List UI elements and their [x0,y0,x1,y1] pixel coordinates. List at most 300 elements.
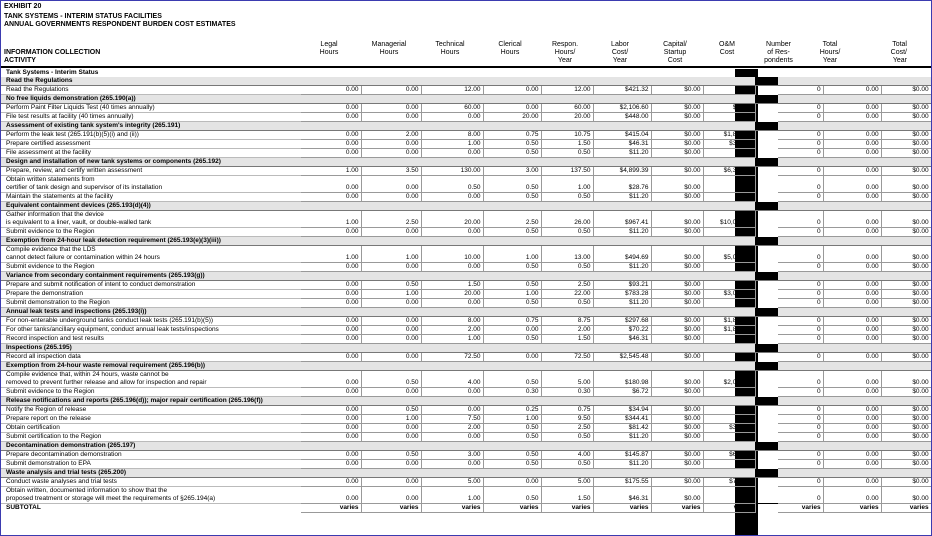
value-cell: $175.55 [593,478,651,487]
value-cell: 0.00 [301,131,361,140]
value-cell: 0.50 [361,379,421,388]
value-cell: 0.00 [361,140,421,149]
table-row [1,317,931,326]
value-cell: $421.32 [593,86,651,95]
value-cell: $344.41 [593,415,651,424]
value-cell: $28.76 [593,184,651,193]
value-cell: $81.42 [593,424,651,433]
section-row [1,122,931,131]
column-header [483,41,537,57]
value-cell: 1.00 [483,254,541,263]
value-cell: 5.00 [541,478,593,487]
value-cell [593,487,651,496]
value-cell: $0.00 [651,451,703,460]
value-cell: 0.00 [361,460,421,469]
section-row [1,397,931,406]
value-cell: 22.00 [541,290,593,299]
value-cell: $0.00 [651,104,703,113]
gap-cell [755,308,778,317]
value-cell: 0.00 [823,424,881,433]
value-cell: 1.00 [483,415,541,424]
value-cell: varies [778,504,823,513]
value-cell: 0.00 [823,379,881,388]
value-cell: 26.00 [541,219,593,228]
table-row [1,326,931,335]
value-cell: 0.00 [361,228,421,237]
value-cell: $0.00 [651,219,703,228]
value-cell: $145.87 [593,451,651,460]
activity-label: proposed treatment or storage will meet the requirements of §265.194(a) [1,495,301,504]
value-cell: $0.00 [651,335,703,344]
value-cell: 0.00 [823,113,881,122]
value-cell: 20.00 [421,290,483,299]
activity-label: cannot detect failure or contamination within 24 hours [1,254,301,263]
value-cell: varies [301,504,361,513]
table-row [1,228,931,237]
section-fill [778,362,931,371]
value-cell: 0 [778,149,823,158]
table-row [1,113,931,122]
value-cell: 0.00 [483,478,541,487]
value-cell [823,371,881,380]
gap-cell [755,122,778,131]
table-row [1,424,931,433]
value-cell [421,176,483,185]
value-cell: 0 [778,406,823,415]
value-cell: 0.00 [361,184,421,193]
section-fill [778,77,931,86]
value-cell: $0.00 [703,113,755,122]
table-row [1,388,931,397]
value-cell: $11.20 [593,228,651,237]
value-cell: 0.00 [301,184,361,193]
value-cell: 0 [778,326,823,335]
value-cell: $0.00 [881,86,931,95]
activity-label: Obtain written, documented information to show that the [6,487,168,494]
value-cell: 3.50 [361,167,421,176]
gap-cell [755,104,778,113]
gap-cell [755,77,778,86]
column-header-line: Year [822,57,838,64]
value-cell: $46.31 [593,335,651,344]
gap-cell [755,211,778,220]
value-cell: 3.00 [483,167,541,176]
gap-cell [755,442,778,451]
value-cell: 0.00 [823,149,881,158]
section-row [1,95,931,104]
activity-label: Annual leak tests and inspections (265.193(i)) [1,308,755,317]
value-cell: 0.50 [541,460,593,469]
value-cell: $0.00 [651,113,703,122]
value-cell: 72.50 [421,353,483,362]
value-cell [651,246,703,255]
value-cell: 0.00 [301,299,361,308]
value-cell: 0 [778,131,823,140]
value-cell: 0.00 [823,263,881,272]
value-cell: 0.00 [421,193,483,202]
value-cell: 0.00 [823,290,881,299]
table-row [1,140,931,149]
value-cell: $4,899.39 [593,167,651,176]
value-cell: $297.68 [593,317,651,326]
section-fill [778,158,931,167]
table-row [1,149,931,158]
value-cell: $3.00 [703,263,755,272]
value-cell [483,211,541,220]
value-cell: $0.00 [651,254,703,263]
column-header-line: Hours [379,49,399,56]
gap-cell [755,424,778,433]
value-cell: $967.41 [593,219,651,228]
value-cell: 0.50 [541,228,593,237]
value-cell: 0.00 [421,406,483,415]
value-cell: 2.50 [541,424,593,433]
value-cell: $0.00 [881,353,931,362]
activity-label: SUBTOTAL [1,504,301,513]
value-cell: 0.00 [301,415,361,424]
activity-label: File test results at facility (40 times annually) [1,113,301,122]
value-cell: 0.00 [823,281,881,290]
value-cell: $0.00 [881,406,931,415]
value-cell: 0.00 [361,353,421,362]
value-cell: $11.20 [593,433,651,442]
section-fill [778,308,931,317]
value-cell: $0.00 [651,131,703,140]
value-cell: 1.00 [421,335,483,344]
activity-label: Equivalent containment devices (265.193(d)(4)) [1,202,755,211]
value-cell: 0.00 [361,86,421,95]
value-cell: 0.25 [483,406,541,415]
value-cell: $3.00 [703,299,755,308]
section-row [1,308,931,317]
value-cell: 0.00 [361,478,421,487]
subtotal-row [1,504,931,513]
value-cell [778,176,823,185]
table-row [1,379,931,388]
value-cell: 1.00 [421,495,483,504]
value-cell [361,371,421,380]
section-fill [778,122,931,131]
activity-label: is equivalent to a liner, vault, or double-walled tank [1,219,301,228]
value-cell: 0.00 [301,379,361,388]
value-cell: $5,000.00 [703,254,755,263]
activity-label: Compile evidence that the LDS [6,246,96,253]
value-cell: $6,300.00 [703,167,755,176]
value-cell: 72.50 [541,353,593,362]
value-cell: $0.00 [651,149,703,158]
column-header-line: Hours [440,49,460,56]
value-cell: 0.00 [301,460,361,469]
column-header-line: Total [892,41,907,48]
value-cell: $494.69 [593,254,651,263]
value-cell: 0.00 [823,254,881,263]
column-header [301,41,357,57]
value-cell: 0.00 [823,299,881,308]
value-cell: 0.30 [541,388,593,397]
value-cell: 0.00 [361,263,421,272]
value-cell: $0.00 [881,460,931,469]
value-cell: varies [651,504,703,513]
value-cell: 1.50 [541,335,593,344]
activity-label: Perform Paint Filter Liquids Test (40 times annually) [1,104,301,113]
value-cell: 0 [778,184,823,193]
value-cell: 0.00 [301,86,361,95]
value-cell: 2.00 [421,424,483,433]
gap-cell [755,344,778,353]
activity-label: Design and installation of new tank systems or components (265.192) [1,158,755,167]
value-cell: 10.00 [421,254,483,263]
gap-cell [755,335,778,344]
gap-cell [755,228,778,237]
value-cell: 2.50 [483,219,541,228]
value-cell: $0.00 [703,353,755,362]
value-cell: 0.50 [541,299,593,308]
value-cell: 0.00 [823,184,881,193]
value-cell: 0.00 [483,353,541,362]
value-cell [541,487,593,496]
value-cell: 1.00 [541,184,593,193]
gap-cell [755,272,778,281]
value-cell: 0.00 [301,228,361,237]
value-cell: 0.50 [483,335,541,344]
value-cell [421,246,483,255]
gap-cell [755,131,778,140]
value-cell: 0.00 [823,353,881,362]
value-cell: 8.75 [541,317,593,326]
activity-label: Prepare, review, and certify written assessment [1,167,301,176]
value-cell: 0.00 [483,326,541,335]
value-cell: 0.00 [301,424,361,433]
value-cell: 0 [778,433,823,442]
value-cell: 0.50 [483,140,541,149]
value-cell: 0.50 [483,149,541,158]
value-cell: $0.00 [703,149,755,158]
table-row [1,254,931,263]
value-cell: 60.00 [541,104,593,113]
value-cell: 137.50 [541,167,593,176]
value-cell: 0 [778,86,823,95]
column-header [703,41,751,57]
value-cell: 130.00 [421,167,483,176]
value-cell [778,246,823,255]
value-cell: 0.50 [483,193,541,202]
value-cell: $0.00 [651,379,703,388]
value-cell: $2,000.00 [703,379,755,388]
value-cell: $70.22 [593,326,651,335]
value-cell: 0 [778,290,823,299]
gap-cell [755,149,778,158]
value-cell: $3.00 [703,460,755,469]
value-cell: 12.00 [541,86,593,95]
table-row [1,290,931,299]
column-header [651,41,699,65]
value-cell: 0.50 [421,184,483,193]
value-cell: 0.00 [421,433,483,442]
value-cell: 0.00 [301,406,361,415]
activity-label: Conduct waste analyses and trial tests [1,478,301,487]
value-cell: 0.00 [361,317,421,326]
value-cell: $0.00 [651,228,703,237]
value-cell: 0.00 [823,86,881,95]
value-cell: 0.00 [301,451,361,460]
activity-label: Submit evidence to the Region [1,228,301,237]
value-cell: $0.00 [651,415,703,424]
value-cell: varies [541,504,593,513]
value-cell [541,371,593,380]
column-header [758,41,799,65]
value-cell: 1.00 [361,254,421,263]
gap-cell [755,478,778,487]
value-cell: 0.00 [301,140,361,149]
gap-cell [755,69,778,77]
section-fill [778,202,931,211]
activity-label: Submit evidence to the Region [1,388,301,397]
gap-cell [755,202,778,211]
value-cell: 9.50 [541,415,593,424]
value-cell: 0.50 [541,263,593,272]
value-cell: 0.50 [483,184,541,193]
table-row [1,281,931,290]
gap-cell [755,388,778,397]
value-cell: $750.00 [703,478,755,487]
activity-label: Obtain written statements from [6,176,95,183]
value-cell [881,371,931,380]
value-cell: 3.00 [421,451,483,460]
value-cell: $0.00 [651,326,703,335]
value-cell: 0.00 [823,228,881,237]
value-cell: 1.50 [421,281,483,290]
value-cell: $0.00 [881,140,931,149]
value-cell: 0.00 [301,353,361,362]
value-cell: varies [483,504,541,513]
value-cell: $0.00 [881,495,931,504]
value-cell: 0.00 [361,388,421,397]
value-cell: $0.00 [651,299,703,308]
value-cell: 0.00 [421,263,483,272]
value-cell: 0 [778,113,823,122]
value-cell [483,246,541,255]
value-cell: varies [593,504,651,513]
value-cell: 0.00 [823,478,881,487]
value-cell [361,487,421,496]
gap-cell [755,246,778,255]
value-cell: 0.00 [301,388,361,397]
activity-label: For non-enterable underground tanks conduct leak tests (265.191(b)(5)) [1,317,301,326]
value-cell: 0.50 [541,193,593,202]
value-cell: $0.00 [651,406,703,415]
activity-label: Release notifications and reports (265.196(d)); major repair certification (265.196(f)) [1,397,755,406]
activity-label: Obtain certification [1,424,301,433]
value-cell [703,487,755,496]
value-cell: 0.00 [301,326,361,335]
gap-cell [755,176,778,185]
value-cell: $11.20 [593,299,651,308]
section-row [1,202,931,211]
burden-table [1,69,932,513]
value-cell: 0 [778,379,823,388]
value-cell: 0.00 [823,131,881,140]
table-row [1,495,931,504]
value-cell: 0.50 [483,424,541,433]
value-cell [703,211,755,220]
value-cell: 2.50 [541,281,593,290]
value-cell: 0.00 [823,388,881,397]
value-cell: $0.00 [881,415,931,424]
value-cell: 20.00 [421,219,483,228]
column-header [361,41,417,57]
activity-label: File assessment at the facility [1,149,301,158]
value-cell: 0.00 [823,495,881,504]
column-header-line: Hours/ [819,49,841,56]
column-header-line: Total [822,41,838,48]
value-cell [593,176,651,185]
value-cell: 0.00 [823,406,881,415]
value-cell [301,371,361,380]
gap-cell [755,371,778,380]
gap-cell [755,193,778,202]
value-cell: 0.00 [421,460,483,469]
value-cell: 0.00 [301,113,361,122]
value-cell: varies [361,504,421,513]
value-cell: 0.50 [361,281,421,290]
gap-cell [755,95,778,104]
gap-cell [755,495,778,504]
value-cell: $80.00 [703,104,755,113]
section-row [1,237,931,246]
value-cell: 0.00 [361,193,421,202]
value-cell: 0 [778,299,823,308]
value-cell [483,487,541,496]
value-cell [593,211,651,220]
section-row [1,362,931,371]
value-cell: $11.20 [593,193,651,202]
gap-cell [755,290,778,299]
table-row [1,211,931,220]
value-cell: $0.00 [651,263,703,272]
value-cell: $0.00 [881,433,931,442]
column-header-line: Hours/ [554,49,576,56]
activity-label: Inspections (265.195) [1,344,755,353]
value-cell [881,211,931,220]
value-cell: 2.00 [421,326,483,335]
activity-label: No free liquids demonstration (265.190(a)) [1,95,755,104]
column-header [541,41,589,65]
section-fill [778,344,931,353]
value-cell: $34.94 [593,406,651,415]
value-cell: 10.75 [541,131,593,140]
value-cell: $0.00 [881,113,931,122]
value-cell: 13.00 [541,254,593,263]
column-header [803,41,857,65]
column-header-line: of Res- [767,49,790,56]
value-cell [593,246,651,255]
value-cell: $11.20 [593,460,651,469]
value-cell: $0.00 [881,388,931,397]
value-cell [361,176,421,185]
value-cell: $0.00 [881,254,931,263]
table-row [1,131,931,140]
value-cell: 0.50 [541,433,593,442]
value-cell: 0.00 [301,290,361,299]
value-cell [651,371,703,380]
value-cell: 1.50 [541,495,593,504]
activity-label: Prepare report on the release [1,415,301,424]
table-row [1,460,931,469]
value-cell: $783.28 [593,290,651,299]
exhibit-subtitle: ANNUAL GOVERNMENTS RESPONDENT BURDEN COST ESTIMATES [4,21,236,28]
table-row [1,263,931,272]
section-row [1,158,931,167]
